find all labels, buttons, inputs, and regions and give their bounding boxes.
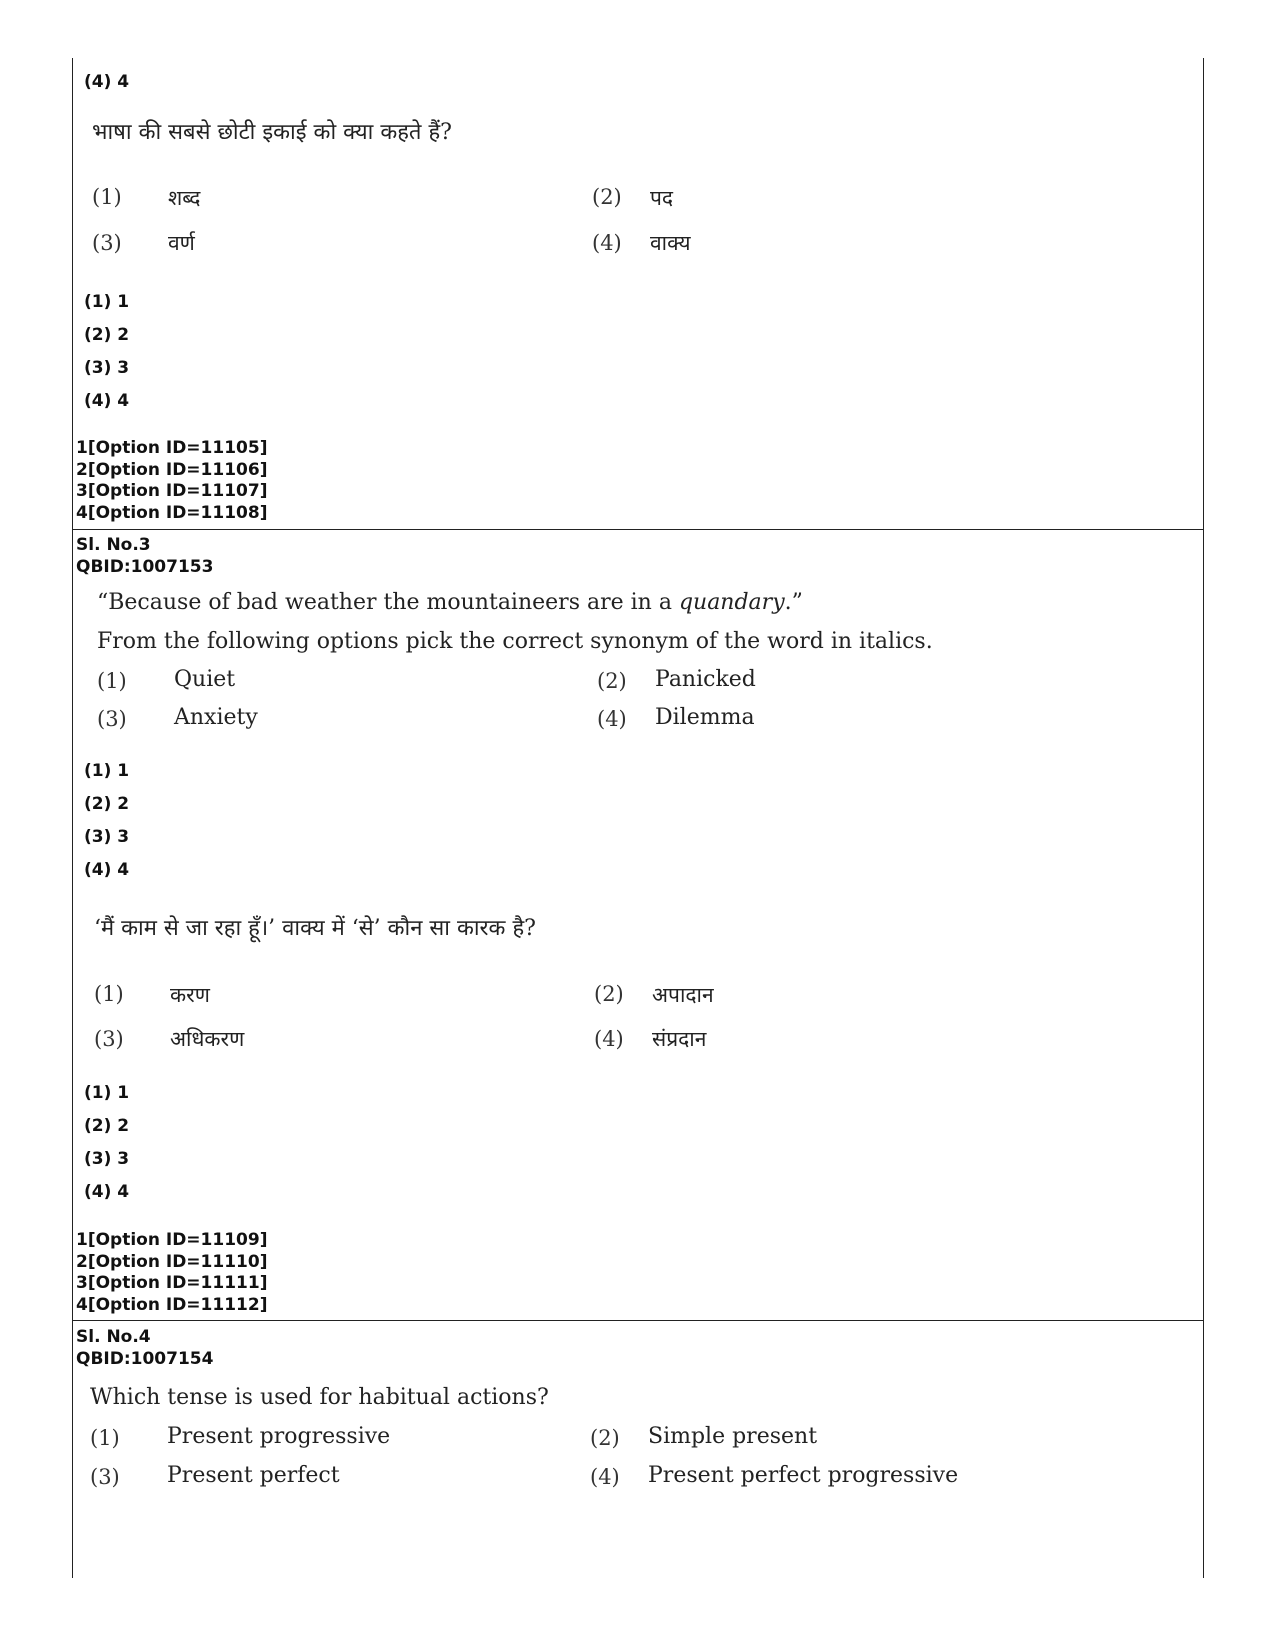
italic-word: quandary	[678, 590, 785, 615]
answer-option: (2) 2	[84, 1116, 130, 1136]
option-number: (1)	[92, 185, 122, 209]
answer-option: (1) 1	[84, 1083, 130, 1103]
answer-option: (4) 4	[84, 860, 130, 880]
option-text: वाक्य	[650, 231, 691, 255]
answer-option: (4) 4	[84, 72, 130, 92]
option-text: Present perfect	[167, 1463, 340, 1488]
option-text: करण	[170, 983, 210, 1007]
option-text: Dilemma	[655, 705, 755, 730]
section-divider	[73, 1320, 1203, 1321]
option-text: Present perfect progressive	[648, 1463, 959, 1488]
option-text: संप्रदान	[652, 1027, 707, 1051]
option-number: (1)	[90, 1426, 120, 1450]
option-number: (2)	[594, 982, 624, 1006]
option-number: (4)	[594, 1027, 624, 1051]
option-number: (4)	[592, 231, 622, 255]
option-id: 4[Option ID=11112]	[76, 1294, 268, 1315]
question-text: ‘मैं काम से जा रहा हूँ।’ वाक्य में ‘से’ कौन सा कारक है?	[94, 916, 536, 941]
question-header	[76, 1327, 213, 1370]
option-id: 3[Option ID=11111]	[76, 1273, 268, 1293]
option-text: Quiet	[174, 667, 236, 692]
option-number: (2)	[590, 1426, 620, 1450]
option-number: (4)	[597, 707, 627, 731]
option-id-list	[76, 1230, 267, 1316]
answer-option: (2) 2	[84, 325, 130, 345]
option-id: 2[Option ID=11106]	[76, 459, 268, 480]
question-header	[76, 535, 213, 578]
option-text: शब्द	[168, 186, 201, 210]
answer-option: (1) 1	[84, 292, 130, 312]
option-number: (3)	[97, 707, 127, 731]
option-text: अपादान	[652, 983, 714, 1007]
option-id: 4[Option ID=11108]	[76, 502, 268, 523]
qbid: QBID:1007154	[76, 1348, 214, 1369]
option-text: अधिकरण	[170, 1027, 245, 1051]
serial-number: Sl. No.4	[76, 1327, 151, 1347]
answer-option: (3) 3	[84, 1149, 130, 1169]
option-text: Present progressive	[167, 1424, 391, 1449]
option-number: (1)	[94, 982, 124, 1006]
option-number: (3)	[90, 1465, 120, 1489]
option-text: Anxiety	[174, 705, 258, 730]
question-text: “Because of bad weather the mountaineers are in a quandary.”	[97, 590, 803, 615]
answer-option: (1) 1	[84, 761, 130, 781]
qbid: QBID:1007153	[76, 556, 214, 577]
answer-option: (2) 2	[84, 794, 130, 814]
answer-option: (3) 3	[84, 358, 130, 378]
answer-option: (3) 3	[84, 827, 130, 847]
option-text: Panicked	[655, 667, 756, 692]
question-paper-frame	[72, 58, 1204, 1578]
option-number: (2)	[597, 669, 627, 693]
option-number: (3)	[92, 231, 122, 255]
section-divider	[73, 529, 1203, 530]
answer-option: (4) 4	[84, 391, 130, 411]
option-id: 3[Option ID=11107]	[76, 481, 268, 501]
option-number: (1)	[97, 669, 127, 693]
option-id: 2[Option ID=11110]	[76, 1251, 268, 1272]
question-text: Which tense is used for habitual actions?	[90, 1385, 549, 1410]
option-id-list	[76, 438, 267, 524]
question-text: भाषा की सबसे छोटी इकाई को क्या कहते हैं?	[92, 120, 452, 145]
question-instruction: From the following options pick the correct synonym of the word in italics.	[97, 629, 933, 654]
option-text: वर्ण	[168, 231, 195, 255]
option-id: 1[Option ID=11105]	[76, 438, 268, 458]
serial-number: Sl. No.3	[76, 535, 151, 555]
option-id: 1[Option ID=11109]	[76, 1230, 268, 1250]
option-number: (3)	[94, 1027, 124, 1051]
option-text: पद	[650, 186, 674, 210]
option-text: Simple present	[648, 1424, 818, 1449]
option-number: (4)	[590, 1465, 620, 1489]
answer-option: (4) 4	[84, 1182, 130, 1202]
option-number: (2)	[592, 185, 622, 209]
